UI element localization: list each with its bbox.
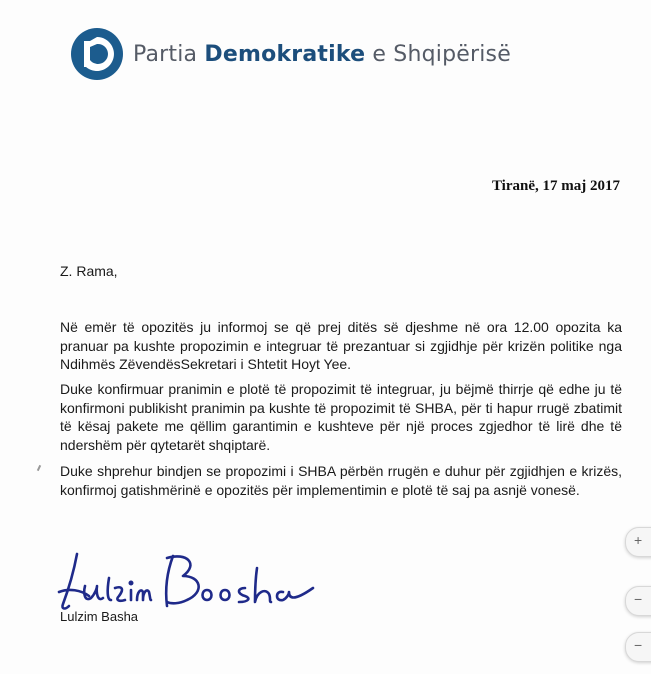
paper-fleck — [37, 465, 41, 471]
zoom-in-button[interactable] — [625, 527, 651, 557]
collapse-button[interactable] — [625, 632, 651, 662]
minus-icon: − — [634, 637, 643, 653]
paragraph-1: Në emër të opozitës ju informoj se që prej ditës së djeshme në ora 12.00 opozita ka pranuar pa kushte propozimin e integruar të prezantuar si zgjidhje për krizën politike nga Ndihmës ZëvendësSekretari i Shtetit Hoyt Yee. — [60, 319, 622, 372]
signer-name: Lulzim Basha — [60, 609, 139, 624]
paragraph-2: Duke konfirmuar pranimin e plotë të propozimit të integruar, ju bëjmë thirrje që edhe ju të konfirmoni publikisht pranimin pa kushte të propozimit të SHBA, për ti hapur rrugë zbatimit të kësaj pakete me qëllim garantimin e kushteve për një proces zgjedhor të lirë dhe të ndershëm për qytetarët shqiptarë. — [60, 381, 622, 453]
salutation: Z. Rama, — [60, 263, 118, 279]
party-logo-icon — [70, 27, 124, 81]
paragraph-3: Duke shprehur bindjen se propozimi i SHBA përbën rrugën e duhur për zgjidhjen e krizës, konfirmoj gatishmërinë e opozitës për implementimin e plotë të saj pa asnjë vonesë. — [60, 463, 622, 498]
party-name: Partia Demokratike e Shqipërisë — [133, 42, 511, 67]
letter-date: Tiranë, 17 maj 2017 — [491, 178, 620, 194]
plus-icon: + — [634, 532, 643, 548]
minus-icon: − — [634, 591, 643, 607]
zoom-out-button[interactable] — [625, 586, 651, 616]
handwritten-signature — [55, 548, 315, 614]
